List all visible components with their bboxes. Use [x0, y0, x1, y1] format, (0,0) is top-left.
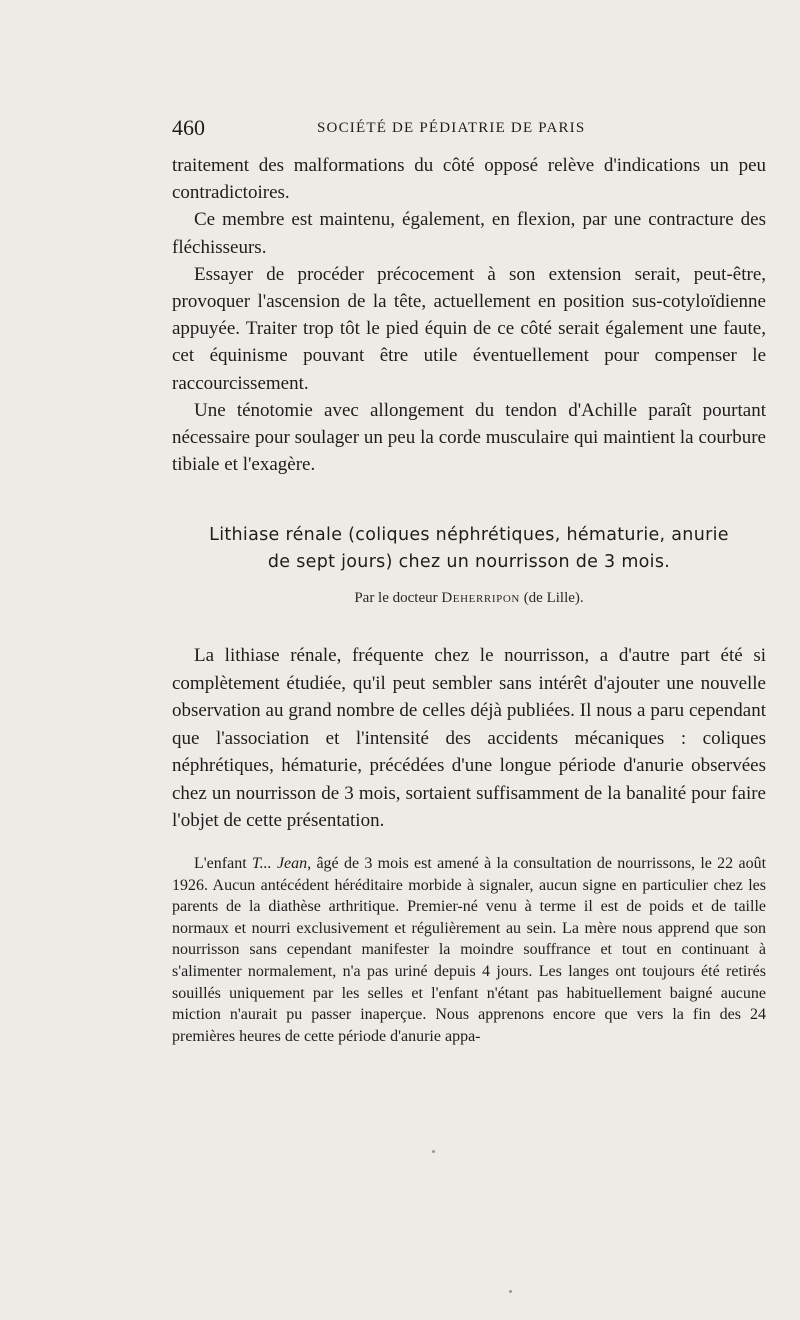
paragraph: La lithiase rénale, fréquente chez le nourrisson, a d'autre part été si complètement étudiée, qu'il peut sembler sans intérêt d'ajouter une nouvelle observation au grand nombre de celles déjà publiées. Il nous a paru cependant que l'association et l'intensité des accidents mécaniques : coliques néphrétiques, hématurie, précédées d'une longue période d'anurie observées chez un nourrisson de 3 mois, sortaient suffisamment de la banalité pour faire l'objet de cette présentation. — [172, 645, 766, 831]
article-introduction — [172, 642, 766, 835]
paper-speck — [432, 1150, 435, 1153]
article-title-line: de sept jours) chez un nourrisson de 3 mois. — [267, 552, 671, 572]
article-title-line: Lithiase rénale (coliques néphrétiques, hématurie, anurie — [209, 525, 729, 545]
patient-name: T... Jean, — [251, 855, 312, 872]
author-name: Deherripon — [441, 590, 520, 606]
case-text: âgé de 3 mois est amené à la consultation de nourrissons, le 22 août 1926. Aucun antécédent héréditaire morbide à signaler, aucun signe en particulier chez les parents de la diathèse arthritique. Premier-né venu à terme il est de poids et de taille normaux et nourri exclusivement et régulièrement au sein. La mère nous apprend que son nourrisson sans cependant manifester la moindre souffrance et tout en continuant à s'alimenter normalement, n'a pas uriné depuis 4 jours. Les langes ont toujours été retirés souillés uniquement par les selles et l'enfant n'étant pas habituellement baigné aucune miction n'aurait pu passer inaperçue. Nous apprenons encore que vers la fin des 24 premières heures de cette période d'anurie appa- — [172, 855, 767, 1045]
article-byline — [172, 590, 766, 607]
byline-prefix: Par le docteur — [354, 590, 438, 606]
paragraph: traitement des malformations du côté opposé relève d'indications un peu contradictoires. — [172, 155, 766, 204]
running-title: SOCIÉTÉ DE PÉDIATRIE DE PARIS — [317, 120, 586, 136]
paragraph: Ce membre est maintenu, également, en flexion, par une contracture des fléchisseurs. — [172, 209, 766, 258]
page-number: 460 — [172, 115, 205, 140]
page-header — [172, 115, 766, 145]
article-title — [172, 522, 766, 576]
paragraph: Une ténotomie avec allongement du tendon d'Achille paraît pourtant nécessaire pour soulager un peu la corde musculaire qui maintient la courbure tibiale et l'exagère. — [172, 399, 766, 476]
paragraph: Essayer de procéder précocement à son extension serait, peut-être, provoquer l'ascension de la tête, actuellement en position sus-cotyloïdienne appuyée. Traiter trop tôt le pied équin de ce côté serait également une faute, cet équinisme pouvant être utile éventuellement pour compenser le raccourcissement. — [172, 263, 766, 394]
case-report — [172, 853, 766, 1047]
continuation-text — [172, 152, 766, 478]
paragraph — [172, 853, 766, 1047]
paper-speck — [509, 1290, 512, 1293]
byline-affiliation: (de Lille). — [523, 590, 584, 606]
case-opening: L'enfant — [194, 855, 247, 872]
